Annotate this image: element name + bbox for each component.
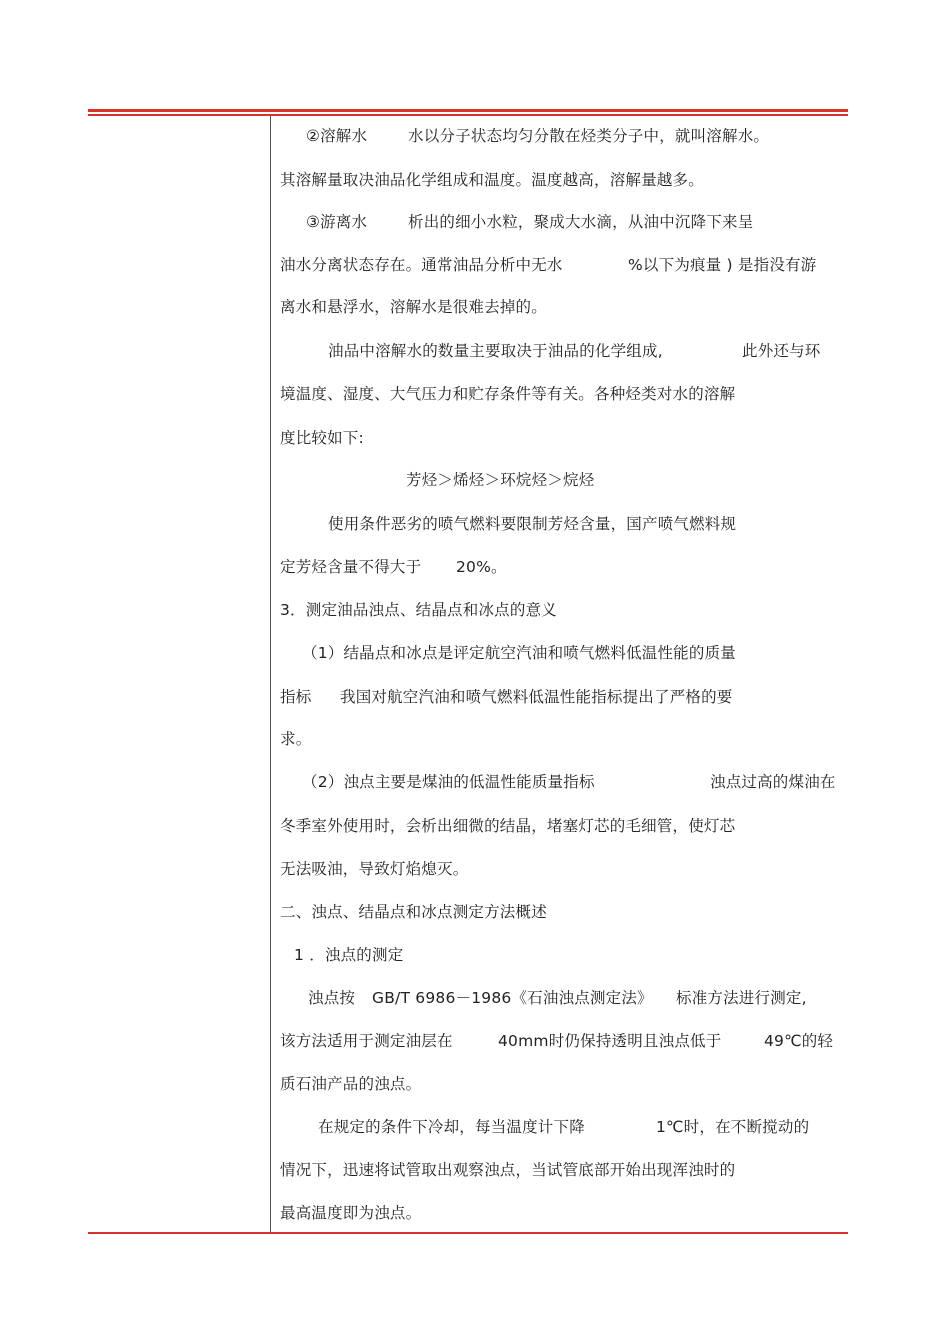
text-segment: 指标 (280, 688, 312, 706)
term-dissolved-water: ②溶解水 (306, 127, 368, 145)
term-free-water: ③游离水 (306, 213, 368, 231)
header-rule-thick (88, 109, 848, 112)
text-segment: 水以分子状态均匀分散在烃类分子中，就叫溶解水。 (408, 127, 770, 145)
text-segment: 此外还与环 (742, 342, 821, 360)
text-segment: 其溶解量取决油品化学组成和温度。温度越高，溶解量越多。 (280, 171, 704, 189)
text-segment: 离水和悬浮水，溶解水是很难去掉的。 (280, 298, 547, 316)
text-segment: 浊点按 (308, 989, 356, 1007)
text-segment: 40mm时仍保持透明且浊点低于 (498, 1032, 722, 1050)
footer-rule (88, 1232, 848, 1234)
text-segment: 最高温度即为浊点。 (280, 1204, 422, 1222)
text-segment: （2）浊点主要是煤油的低温性能质量指标 (302, 773, 595, 791)
text-segment: 析出的细小水粒，聚成大水滴，从油中沉降下来呈 (408, 213, 754, 231)
text-segment: 油品中溶解水的数量主要取决于油品的化学组成, (328, 342, 663, 360)
text-segment: 油水分离状态存在。通常油品分析中无水 (280, 256, 563, 274)
text-segment: 我国对航空汽油和喷气燃料低温性能指标提出了严格的要 (340, 688, 733, 706)
value-text: 20%。 (456, 558, 507, 576)
text-segment: 1℃时，在不断搅动的 (656, 1118, 810, 1136)
heading-text: 3．测定油品浊点、结晶点和冰点的意义 (280, 601, 557, 619)
text-segment: 质石油产品的浊点。 (280, 1075, 422, 1093)
text-segment: 浊点过高的煤油在 (710, 773, 836, 791)
text-segment: 49℃的轻 (764, 1032, 834, 1050)
heading-text: 1 ．浊点的测定 (294, 946, 404, 964)
text-segment: 该方法适用于测定油层在 (280, 1032, 453, 1050)
header-rule-thin (88, 114, 848, 116)
text-segment: 境温度、湿度、大气压力和贮存条件等有关。各种烃类对水的溶解 (280, 385, 736, 403)
heading-text: 二、浊点、结晶点和冰点测定方法概述 (280, 903, 547, 921)
text-segment: 无法吸油，导致灯焰熄灭。 (280, 860, 469, 878)
text-segment: 在规定的条件下冷却，每当温度计下降 (318, 1118, 585, 1136)
text-segment: %以下为痕量 ) 是指没有游 (628, 256, 817, 274)
text-segment: 度比较如下: (280, 429, 364, 447)
text-segment: 求。 (280, 730, 312, 748)
text-segment: 定芳烃含量不得大于 (280, 558, 422, 576)
standard-reference: GB/T 6986－1986《石油浊点测定法》 (372, 989, 653, 1007)
text-segment: 冬季室外使用时，会析出细微的结晶，堵塞灯芯的毛细管，使灯芯 (280, 817, 736, 835)
text-segment: 情况下，迅速将试管取出观察浊点，当试管底部开始出现浑浊时的 (280, 1161, 736, 1179)
formula-text: 芳烃＞烯烃＞环烷烃＞烷烃 (406, 471, 595, 489)
text-segment: 标准方法进行测定, (676, 989, 807, 1007)
text-segment: （1）结晶点和冰点是评定航空汽油和喷气燃料低温性能的质量 (302, 644, 736, 662)
text-segment: 使用条件恶劣的喷气燃料要限制芳烃含量，国产喷气燃料规 (328, 515, 737, 533)
margin-divider (270, 116, 271, 1232)
